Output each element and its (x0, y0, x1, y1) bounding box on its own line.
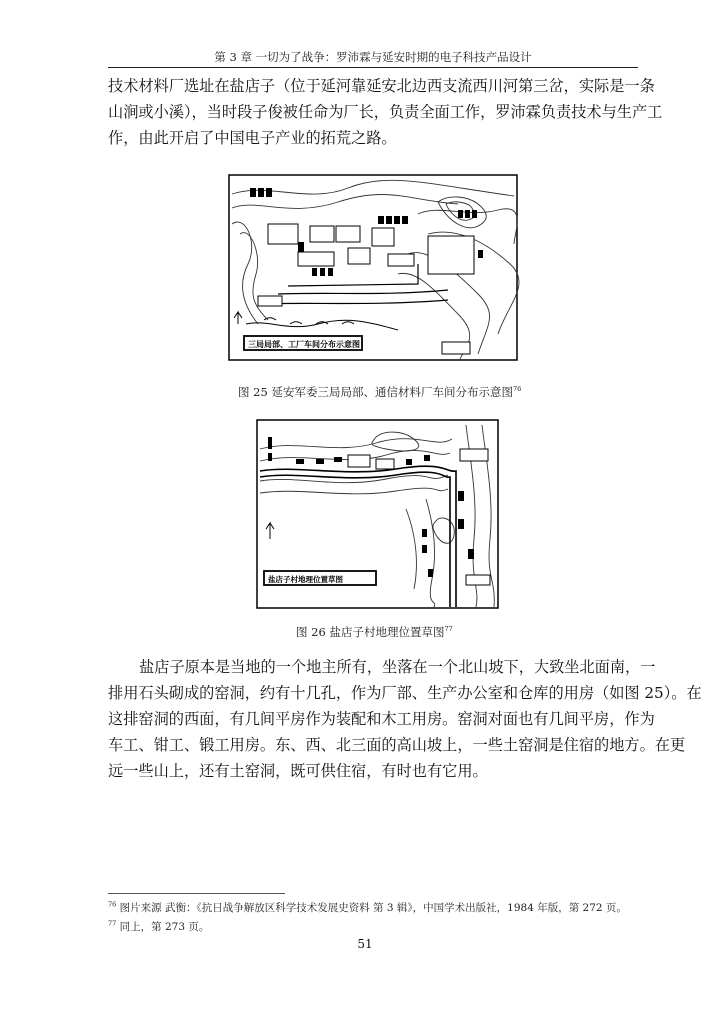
figure-26-legend: 盐店子村地理位置草图 (268, 575, 343, 584)
paragraph-2-line: 车工、钳工、锻工用房。东、西、北三面的高山坡上，一些土窑洞是住宿的地方。在更 (108, 736, 686, 754)
figure-25-legend: 三局局部、工厂车间分布示意图 (248, 340, 360, 349)
page-number: 51 (357, 937, 373, 951)
figure-26-map (256, 419, 499, 609)
figure-26-caption-text: 图 26 盐店子村地理位置草图 (296, 625, 445, 639)
figure-25-caption (238, 385, 521, 399)
paragraph-2-line: 这排窑洞的西面，有几间平房作为装配和木工用房。窑洞对面也有几间平房，作为 (108, 710, 655, 728)
paragraph-1-line: 山涧或小溪），当时段子俊被任命为厂长，负责全面工作，罗沛霖负责技术与生产工 (108, 103, 663, 121)
footnote-text: 图片来源 武衡：《抗日战争解放区科学技术发展史资料 第 3 辑》，中国学术出版社，1984 年版，第 272 页。 (119, 902, 627, 914)
running-header: 第 3 章 一切为了战争：罗沛霖与延安时期的电子科技产品设计 (214, 50, 532, 64)
footnote-ref-76: 76 (512, 385, 522, 394)
paragraph-1 (108, 73, 663, 151)
paragraph-1-line: 作，由此开启了中国电子产业的拓荒之路。 (108, 129, 397, 147)
footnote-text: 同上，第 273 页。 (119, 921, 210, 933)
footnote-rule (108, 893, 285, 894)
paragraph-2-line: 排用石头砌成的窑洞，约有十几孔，作为厂部、生产办公室和仓库的用房（如图 25）。在 (108, 684, 702, 702)
header-rule (108, 67, 638, 68)
footnote-mark: 76 (108, 900, 117, 909)
footnote-77 (108, 921, 209, 934)
footnote-76 (108, 902, 627, 915)
footnote-mark: 77 (108, 919, 117, 928)
paragraph-2-line: 盐店子原本是当地的一个地主所有，坐落在一个北山坡下，大致坐北面南，一 (139, 658, 656, 676)
paragraph-1-line: 技术材料厂选址在盐店子（位于延河靠延安北边西支流西川河第三岔，实际是一条 (108, 77, 655, 95)
figure-25-caption-text: 图 25 延安军委三局局部、通信材料厂车间分布示意图 (238, 385, 513, 399)
figure-26-caption (296, 625, 453, 639)
figure-25-map (228, 174, 518, 361)
paragraph-2 (108, 654, 702, 784)
paragraph-2-line: 远一些山上，还有土窑洞，既可供住宿，有时也有它用。 (108, 762, 488, 780)
footnote-ref-77: 77 (444, 625, 453, 634)
